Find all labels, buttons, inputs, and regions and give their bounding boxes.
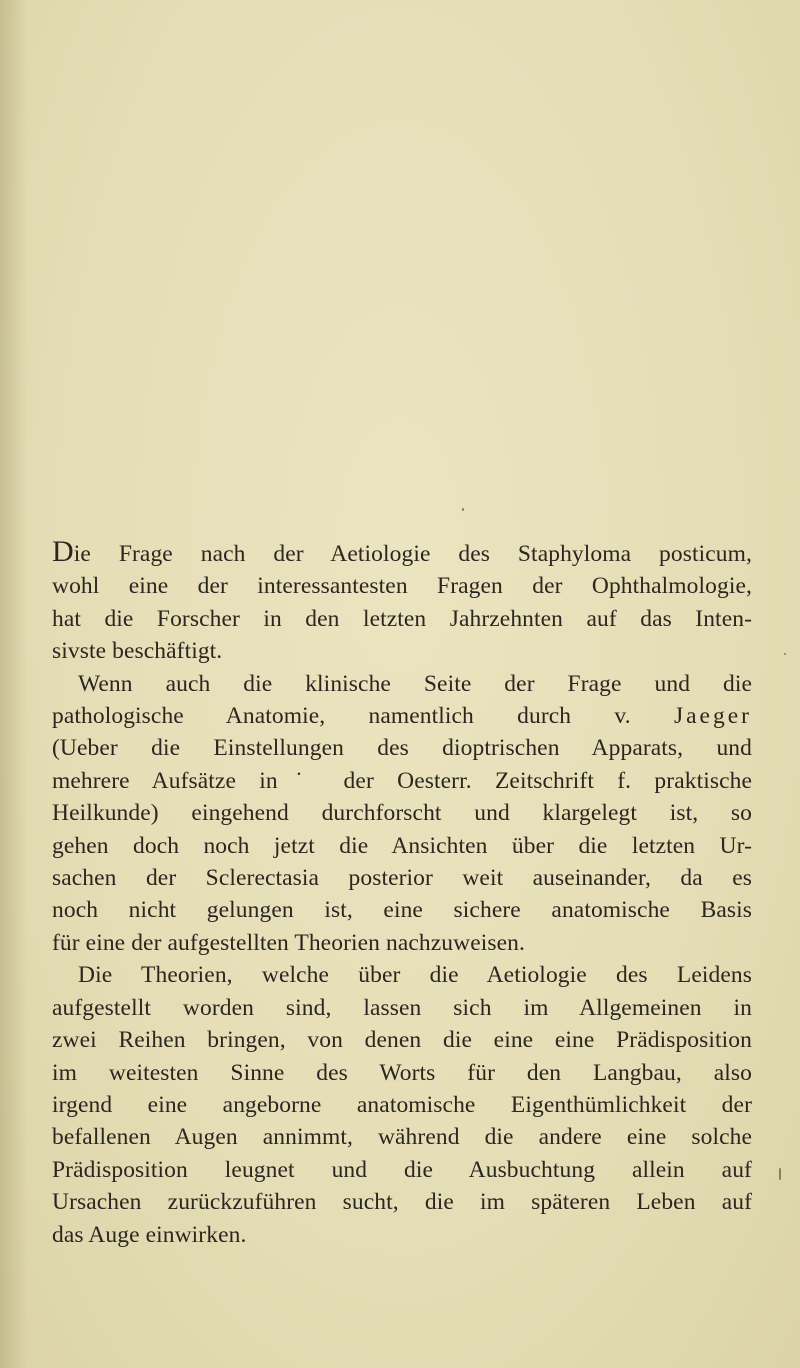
paper-speck: [784, 653, 786, 655]
text-line: hat die Forscher in den letzten Jahrzehnten auf das Inten-: [52, 605, 752, 632]
text-line: für eine der aufgestellten Theorien nachzuweisen.: [52, 929, 525, 956]
text-line: befallenen Augen annimmt, während die andere eine solche: [52, 1124, 752, 1151]
text-line: mehrere Aufsätze in˙ der Oesterr. Zeitschrift f. praktische: [52, 767, 752, 794]
author-name-spaced: Jaeger: [673, 703, 752, 730]
page-edge-shadow: [0, 0, 28, 1368]
text-line: [52, 536, 752, 570]
text-line: Heilkunde) eingehend durchforscht und klargelegt ist, so: [52, 800, 752, 827]
text-line: Prädisposition leugnet und die Ausbuchtung allein auf: [52, 1156, 752, 1183]
text-line-part: pathologische Anatomie, namentlich durch v.: [52, 703, 674, 730]
text-line: noch nicht gelungen ist, eine sichere anatomische Basis: [52, 897, 752, 924]
text-line: im weitesten Sinne des Worts für den Langbau, also: [52, 1059, 752, 1086]
text-line: (Ueber die Einstellungen des dioptrischen Apparats, und: [52, 735, 752, 762]
text-line: aufgestellt worden sind, lassen sich im Allgemeinen in: [52, 994, 752, 1021]
text-line: Wenn auch die klinische Seite der Frage und die: [78, 670, 752, 697]
paragraph-2: [52, 668, 752, 960]
text-line: Ursachen zurückzuführen sucht, die im späteren Leben auf: [52, 1189, 752, 1216]
paper-speck: [779, 1168, 781, 1180]
text-line: sachen der Sclerectasia posterior weit auseinander, da es: [52, 865, 752, 892]
text-line: [52, 700, 752, 732]
text-line: Die Theorien, welche über die Aetiologie des Leidens: [78, 962, 752, 989]
paragraph-1: [52, 536, 752, 668]
text-line: wohl eine der interessantesten Fragen der Ophthalmologie,: [52, 573, 752, 600]
paragraph-initial: D: [52, 535, 74, 568]
text-line: sivste beschäftigt.: [52, 638, 223, 665]
text-line: zwei Reihen bringen, von denen die eine eine Prädisposition: [52, 1027, 752, 1054]
text-line: irgend eine angeborne anatomische Eigenthümlichkeit der: [52, 1091, 752, 1118]
paper-speck: [462, 508, 464, 511]
body-text: [52, 536, 752, 1251]
text-line: gehen doch noch jetzt die Ansichten über die letzten Ur-: [52, 832, 752, 859]
text-line: das Auge einwirken.: [52, 1221, 247, 1248]
paragraph-3: [52, 959, 752, 1251]
text-line-rest: ie Frage nach der Aetiologie des Staphyloma posticum,: [73, 541, 752, 567]
